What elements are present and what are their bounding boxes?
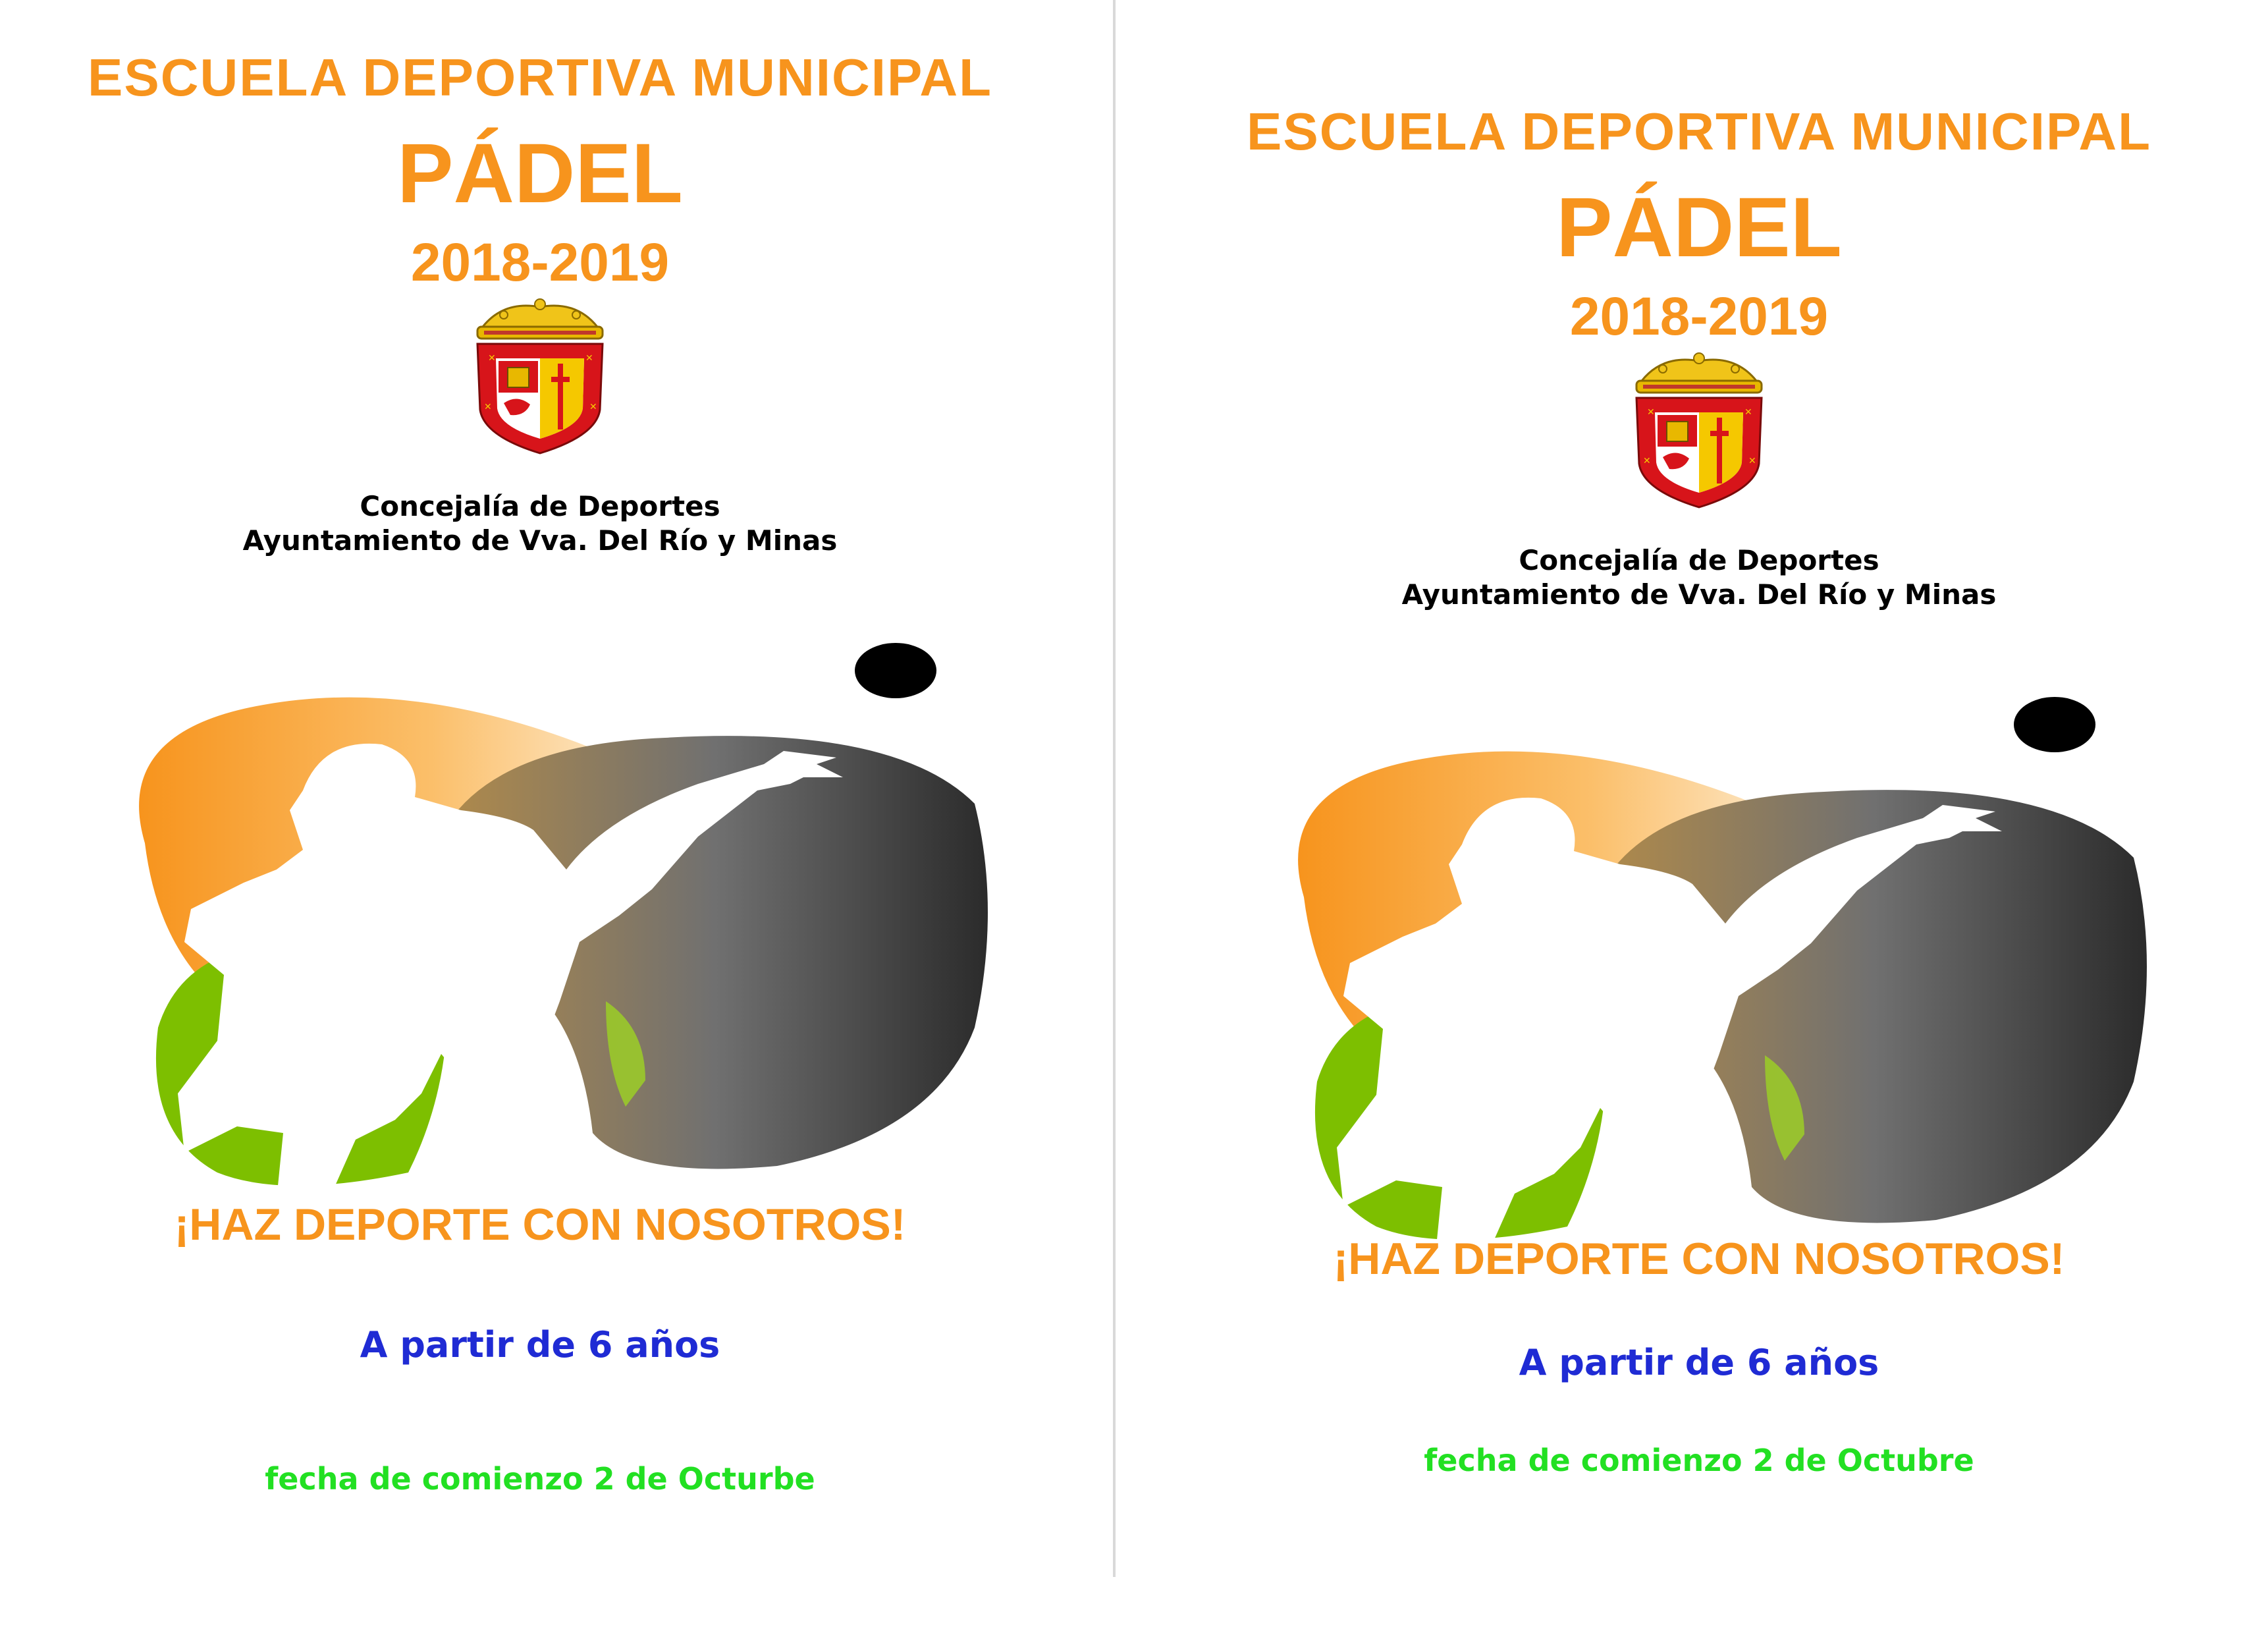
coat-of-arms-icon <box>0 298 1080 456</box>
age-info: A partir de 6 años <box>1519 1342 1879 1383</box>
ball-icon <box>855 643 936 698</box>
svg-text:✕: ✕ <box>1748 456 1756 466</box>
council-label: Ayuntamiento de Vva. Del Río y Minas <box>242 524 838 557</box>
svg-text:✕: ✕ <box>589 402 597 412</box>
padel-player-illustration <box>105 632 988 1199</box>
padel-player-illustration <box>1264 686 2147 1253</box>
slogan: ¡HAZ DEPORTE CON NOSOTROS! <box>174 1200 906 1250</box>
council-label: Ayuntamiento de Vva. Del Río y Minas <box>1401 578 1997 611</box>
department-label: Concejalía de Deportes <box>360 490 720 522</box>
svg-text:✕: ✕ <box>484 402 492 412</box>
coat-of-arms-icon <box>1159 352 2239 510</box>
season-label: 2018-2019 <box>410 233 670 292</box>
sport-title: PÁDEL <box>1556 180 1842 275</box>
age-info: A partir de 6 años <box>360 1324 720 1366</box>
svg-text:✕: ✕ <box>585 353 593 364</box>
poster-left <box>0 0 1080 1577</box>
page-divider <box>1113 0 1116 1577</box>
school-title: ESCUELA DEPORTIVA MUNICIPAL <box>87 48 993 107</box>
department-label: Concejalía de Deportes <box>1519 544 1879 576</box>
svg-text:✕: ✕ <box>488 353 496 364</box>
ball-icon <box>2014 697 2095 752</box>
svg-text:✕: ✕ <box>1744 407 1752 418</box>
school-title: ESCUELA DEPORTIVA MUNICIPAL <box>1246 102 2152 161</box>
poster-right <box>1159 0 2239 1577</box>
slogan: ¡HAZ DEPORTE CON NOSOTROS! <box>1333 1234 2065 1284</box>
start-date: fecha de comienzo 2 de Octurbe <box>265 1461 815 1497</box>
svg-text:✕: ✕ <box>1647 407 1655 418</box>
sport-title: PÁDEL <box>397 126 683 221</box>
start-date: fecha de comienzo 2 de Octubre <box>1424 1443 1974 1478</box>
season-label: 2018-2019 <box>1569 287 1829 346</box>
svg-text:✕: ✕ <box>1643 456 1651 466</box>
